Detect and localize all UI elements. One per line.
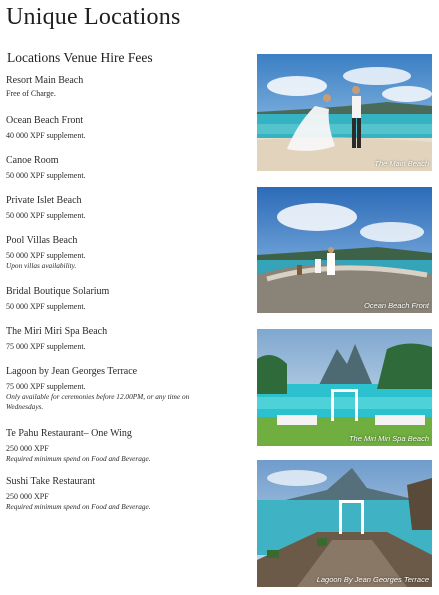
venue-item bbox=[6, 366, 251, 412]
venue-fee: 50 000 XPF supplement. bbox=[6, 211, 86, 220]
ocean-beach-front-photo bbox=[257, 187, 432, 313]
miri-miri-spa-beach-photo bbox=[257, 329, 432, 446]
venue-item bbox=[6, 326, 251, 352]
venue-fee: 40 000 XPF supplement. bbox=[6, 131, 86, 140]
venue-fee: 75 000 XPF supplement. bbox=[6, 342, 86, 351]
venue-item bbox=[6, 235, 251, 271]
venue-name: Lagoon by Jean Georges Terrace bbox=[6, 366, 138, 377]
venue-note: Upon villas availability. bbox=[6, 261, 77, 270]
venue-fee: 250 000 XPF bbox=[6, 444, 49, 453]
venue-fee: Free of Charge. bbox=[6, 89, 56, 98]
venue-name: Private Islet Beach bbox=[6, 195, 82, 206]
venue-item bbox=[6, 476, 251, 512]
venue-name: Bridal Boutique Solarium bbox=[6, 286, 110, 297]
page-title: Unique Locations bbox=[6, 4, 181, 30]
venue-fee: 75 000 XPF supplement. bbox=[6, 382, 86, 391]
venue-item bbox=[6, 428, 251, 464]
photo-caption: Ocean Beach Front bbox=[363, 301, 429, 310]
venue-item bbox=[6, 115, 251, 141]
venue-fee: 50 000 XPF supplement. bbox=[6, 302, 86, 311]
photo-caption: Lagoon By Jean Georges Terrace bbox=[316, 575, 429, 584]
venue-fee: 250 000 XPF bbox=[6, 492, 49, 501]
venue-note: Required minimum spend on Food and Beverage. bbox=[6, 454, 151, 463]
section-title: Locations Venue Hire Fees bbox=[7, 50, 153, 65]
venue-name: The Miri Miri Spa Beach bbox=[6, 326, 108, 337]
venue-note: Required minimum spend on Food and Beverage. bbox=[6, 502, 151, 511]
venue-fee: 50 000 XPF supplement. bbox=[6, 171, 86, 180]
venue-name: Resort Main Beach bbox=[6, 75, 84, 86]
venue-name: Canoe Room bbox=[6, 155, 59, 166]
venue-note: Only available for ceremonies before 12.00PM, or any time on Wednesdays. bbox=[6, 392, 190, 411]
venue-name: Te Pahu Restaurant– One Wing bbox=[6, 428, 132, 439]
venue-fee: 50 000 XPF supplement. bbox=[6, 251, 86, 260]
photo-caption: The Main Beach bbox=[374, 159, 429, 168]
venue-name: Sushi Take Restaurant bbox=[6, 476, 96, 487]
venue-item bbox=[6, 195, 251, 221]
photo-caption: The Miri Miri Spa Beach bbox=[348, 434, 429, 443]
venue-item bbox=[6, 75, 251, 99]
venue-name: Ocean Beach Front bbox=[6, 115, 84, 126]
venue-item bbox=[6, 155, 251, 181]
venue-name: Pool Villas Beach bbox=[6, 235, 78, 246]
venue-item bbox=[6, 286, 251, 312]
main-beach-photo bbox=[257, 54, 432, 171]
lagoon-terrace-photo bbox=[257, 460, 432, 587]
